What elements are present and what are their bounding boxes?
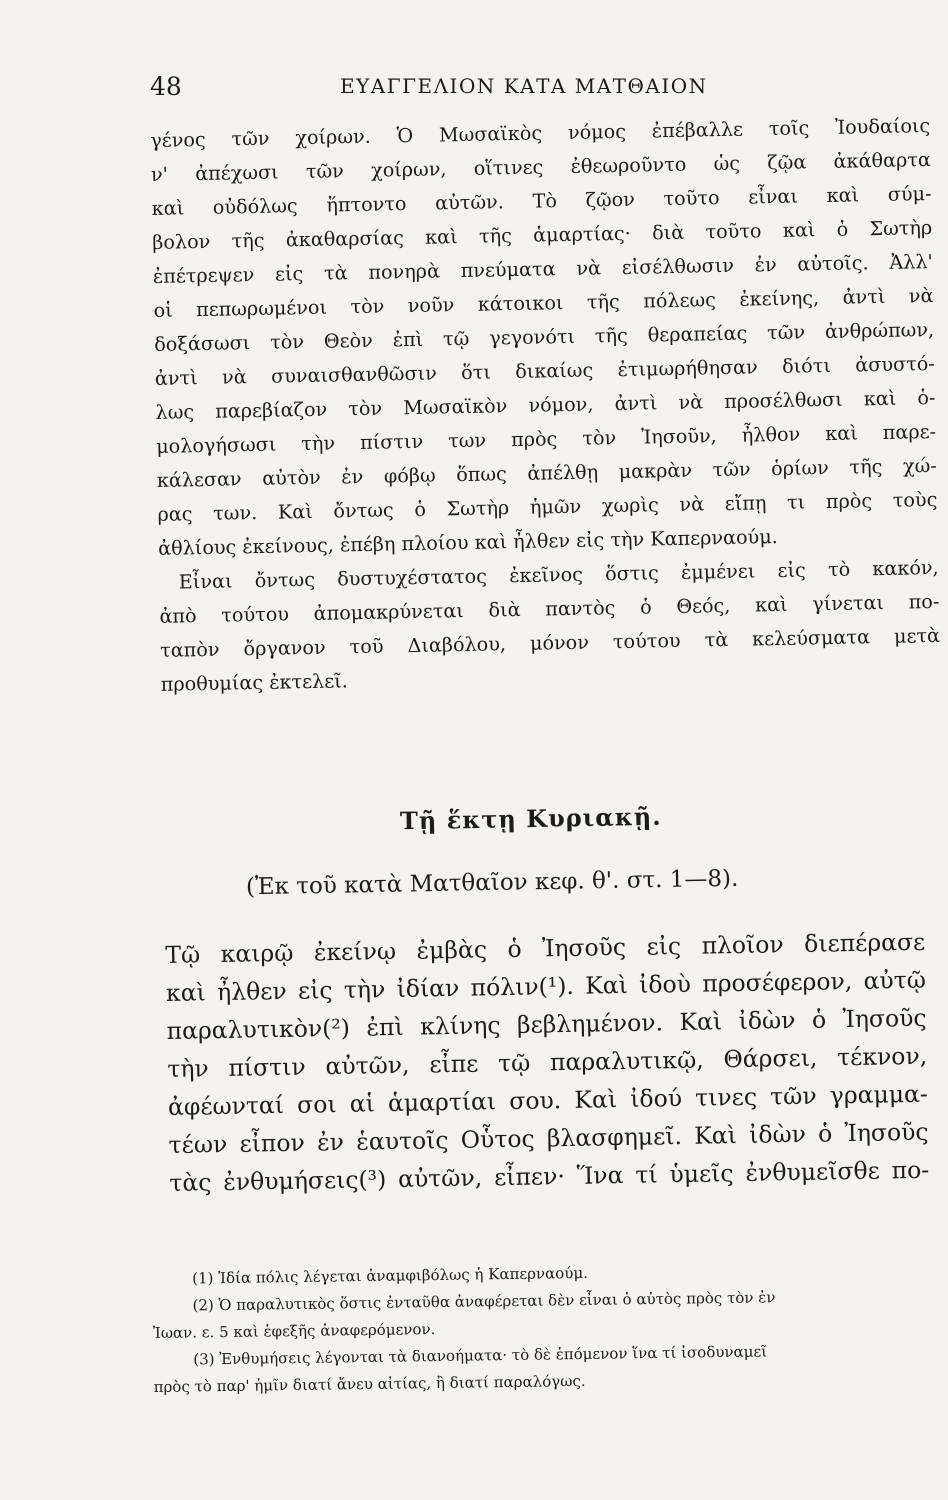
text-line: ρας των. Καὶ ὄντως ὁ Σωτὴρ ἡμῶν χωρὶς νὰ εἴπῃ τι πρὸς τοὺς <box>157 487 938 526</box>
scripture-reference: (Ἐκ τοῦ κατὰ Ματθαῖον κεφ. θ'. στ. 1—8). <box>245 865 739 901</box>
text-line: καὶ ἦλθεν εἰς τὴν ἰδίαν πόλιν(¹). Καὶ ἰδοὺ προσέφερον, αὐτῷ <box>165 965 927 1007</box>
text-line: δοξάσωσι τὸν Θεὸν ἐπὶ τῷ γεγονότι τῆς θεραπείας τῶν ἀνθρώπων, <box>154 317 935 356</box>
text-line: ἀφέωνταί σοι αἱ ἁμαρτίαι σου. Καὶ ἰδού τινες τῶν γραμμα- <box>167 1079 929 1121</box>
text-line: οἱ πεπωρωμένοι τὸν νοῦν κάτοικοι τῆς πόλεως ἐκείνης, ἀντὶ νὰ <box>153 283 934 322</box>
text-line: ἀπὸ τούτου ἀπομακρύνεται διὰ παντὸς ὁ Θεός, καὶ γίνεται πο- <box>159 589 940 628</box>
footnotes <box>152 1255 939 1401</box>
text-line: τὰς ἐνθυμήσεις(³) αὐτῶν, εἶπεν· Ἵνα τί ὑμεῖς ἐνθυμεῖσθε πο- <box>169 1155 930 1197</box>
text-line: ἀντὶ νὰ συναισθανθῶσιν ὅτι δικαίως ἐτιμωρήθησαν διότι ἀσυστό- <box>154 351 935 390</box>
footnote: (3) Ἐνθυμήσεις λέγονται τὰ διανοήματα· τὸ δὲ ἑπόμενον ἵνα τί ἰσοδυναμεῖ <box>193 1342 768 1369</box>
text-line: τέων εἶπον ἐν ἑαυτοῖς Οὗτος βλασφημεῖ. Καὶ ἰδὼν ὁ Ἰησοῦς <box>168 1117 929 1159</box>
commentary-text <box>150 109 941 702</box>
text-line: προθυμίας ἐκτελεῖ. <box>160 669 348 696</box>
running-title: ΕΥΑΓΓΕΛΙΟΝ ΚΑΤΑ ΜΑΤΘΑΙΟΝ <box>340 74 708 98</box>
text-line: κάλεσαν αὐτὸν ἐν φόβῳ ὅπως ἀπέλθῃ μακρὰν τῶν ὁρίων τῆς χώ- <box>156 453 937 492</box>
text-line: ν' ἀπέχωσι τῶν χοίρων, οἵτινες ἐθεωροῦντο ὡς ζῷα ἀκάθαρτα <box>150 148 932 186</box>
text-line: ἀθλίους ἐκείνους, ἐπέβη πλοίου καὶ ἦλθεν εἰς τὴν Καπερναούμ. <box>157 525 778 560</box>
footnote: πρὸς τὸ παρ' ἡμῖν διατί ἄνευ αἰτίας, ἢ διατί παραλόγως. <box>153 1371 586 1396</box>
text-line: ταπὸν ὄργανον τοῦ Διαβόλου, μόνον τούτου τὰ κελεύσματα μετὰ <box>159 623 941 662</box>
text-line: Εἶναι ὄντως δυστυχέστατος ἐκεῖνος ὅστις ἐμμένει εἰς τὸ κακόν, <box>178 555 939 594</box>
text-line: παραλυτικὸν(²) ἐπὶ κλίνης βεβλημένον. Καὶ ἰδὼν ὁ Ἰησοῦς <box>166 1003 927 1045</box>
footnote: (2) Ὁ παραλυτικὸς ὅστις ἐνταῦθα ἀναφέρεται δὲν εἶναι ὁ αὐτὸς πρὸς τὸν ἐν <box>192 1288 776 1315</box>
gospel-text <box>165 923 930 1202</box>
text-line: λως παρεβίαζον τὸν Μωσαϊκὸν νόμον, ἀντὶ νὰ προσέλθωσι καὶ ὁ- <box>155 385 936 424</box>
section-title: Τῇ ἕκτῃ Κυριακῇ. <box>399 801 662 836</box>
text-line: Τῷ καιρῷ ἐκείνῳ ἐμβὰς ὁ Ἰησοῦς εἰς πλοῖον διεπέρασε <box>165 927 926 969</box>
text-line: καὶ οὐδόλως ἥπτοντο αὐτῶν. Τὸ ζῷον τοῦτο εἶναι καὶ σύμ- <box>151 182 932 220</box>
text-line: μολογήσωσι τὴν πίστιν των πρὸς τὸν Ἰησοῦν, ἦλθον καὶ παρε- <box>155 419 937 458</box>
text-line: βολον τῆς ἀκαθαρσίας καὶ τῆς ἁμαρτίας· διὰ τοῦτο καὶ ὁ Σωτὴρ <box>152 216 933 254</box>
text-line: γένος τῶν χοίρων. Ὁ Μωσαϊκὸς νόμος ἐπέβαλλε τοῖς Ἰουδαίοις <box>150 114 931 152</box>
text-line: τὴν πίστιν αὐτῶν, εἶπε τῷ παραλυτικῷ, Θάρσει, τέκνον, <box>167 1041 928 1083</box>
footnote: (1) Ἰδία πόλις λέγεται ἀναμφιβόλως ἡ Καπερναούμ. <box>192 1263 589 1288</box>
footnote: Ἰωαν. ε. 5 καὶ ἑφεξῆς ἀναφερόμενον. <box>152 1320 436 1342</box>
page-number: 48 <box>150 72 182 101</box>
page-header <box>150 72 750 108</box>
text-line: ἐπέτρεψεν εἰς τὰ πονηρὰ πνεύματα νὰ εἰσέλθωσιν ἐν αὐτοῖς. Ἀλλ' <box>152 250 934 288</box>
